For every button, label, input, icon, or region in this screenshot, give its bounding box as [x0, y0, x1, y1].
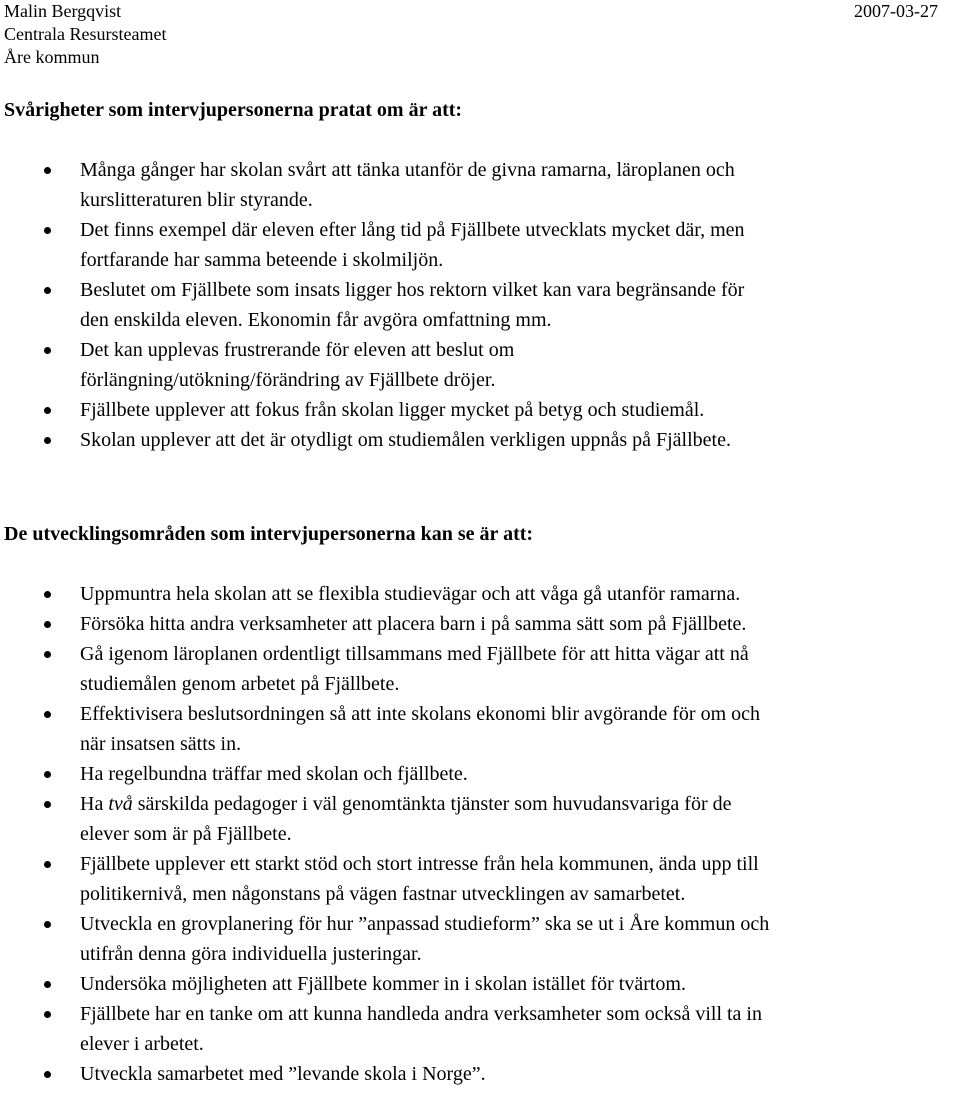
- list-item-line: den enskilda eleven. Ekonomin får avgöra omfattning mm.: [80, 309, 552, 331]
- header-team: Centrala Resursteamet: [4, 24, 167, 44]
- bullet-icon: [44, 347, 51, 354]
- list-item-line: utifrån denna göra individuella justeringar.: [80, 943, 422, 965]
- section-heading-development-areas: De utvecklingsområden som intervjupersonerna kan se är att:: [4, 523, 534, 545]
- list-item: [0, 609, 960, 639]
- emphasized-word: två: [108, 793, 133, 815]
- bullet-icon: [44, 771, 51, 778]
- bullet-icon: [44, 287, 51, 294]
- list-item-line: Fjällbete upplever ett starkt stöd och stort intresse från hela kommunen, ända upp till: [80, 853, 759, 875]
- list-item-line: Fjällbete upplever att fokus från skolan ligger mycket på betyg och studiemål.: [80, 399, 705, 421]
- bullet-icon: [44, 1071, 51, 1078]
- bullet-icon: [44, 621, 51, 628]
- bullet-icon: [44, 801, 51, 808]
- bullet-icon: [44, 407, 51, 414]
- list-item-line: Effektivisera beslutsordningen så att inte skolans ekonomi blir avgörande för om och: [80, 703, 761, 725]
- text-segment: särskilda pedagoger i väl genomtänkta tjänster som huvudansvariga för de: [132, 793, 732, 815]
- list-item-line: Ha regelbundna träffar med skolan och fjällbete.: [80, 763, 468, 785]
- bullet-icon: [44, 651, 51, 658]
- list-item: [0, 215, 960, 275]
- list-item: [0, 395, 960, 425]
- list-item: [0, 969, 960, 999]
- list-item: [0, 639, 960, 699]
- list-item-line: Försöka hitta andra verksamheter att placera barn i på samma sätt som på Fjällbete.: [80, 613, 747, 635]
- list-item-line: studiemålen genom arbetet på Fjällbete.: [80, 673, 400, 695]
- bullet-icon: [44, 227, 51, 234]
- development-areas-list: [0, 579, 960, 1089]
- list-item-line: Utveckla en grovplanering för hur ”anpassad studieform” ska se ut i Åre kommun och: [80, 913, 770, 935]
- list-item: [0, 999, 960, 1059]
- text-segment: Ha: [80, 793, 109, 815]
- bullet-icon: [44, 437, 51, 444]
- list-item-line: Skolan upplever att det är otydligt om studiemålen verkligen uppnås på Fjällbete.: [80, 429, 731, 451]
- list-item: [0, 425, 960, 455]
- list-item-line: Det finns exempel där eleven efter lång tid på Fjällbete utvecklats mycket där, men: [80, 219, 745, 241]
- list-item: [0, 789, 960, 849]
- list-item: [0, 155, 960, 215]
- bullet-icon: [44, 591, 51, 598]
- bullet-icon: [44, 981, 51, 988]
- list-item-line: [80, 789, 960, 819]
- list-item: [0, 759, 960, 789]
- list-item-line: politikernivå, men någonstans på vägen fastnar utvecklingen av samarbetet.: [80, 883, 686, 905]
- list-item-line: Undersöka möjligheten att Fjällbete kommer in i skolan istället för tvärtom.: [80, 973, 686, 995]
- bullet-icon: [44, 921, 51, 928]
- list-item: [0, 579, 960, 609]
- list-item-line: Uppmuntra hela skolan att se flexibla studievägar och att våga gå utanför ramarna.: [80, 583, 741, 605]
- header-municipality: Åre kommun: [4, 47, 100, 67]
- list-item-line: Fjällbete har en tanke om att kunna handleda andra verksamheter som också vill ta in: [80, 1003, 762, 1025]
- list-item: [0, 1059, 960, 1089]
- list-item: [0, 909, 960, 969]
- list-item-line: Beslutet om Fjällbete som insats ligger hos rektorn vilket kan vara begränsande för: [80, 279, 745, 301]
- bullet-icon: [44, 861, 51, 868]
- list-item-line: elever i arbetet.: [80, 1033, 204, 1055]
- list-item-line: Utveckla samarbetet med ”levande skola i Norge”.: [80, 1063, 486, 1085]
- list-item-line: kurslitteraturen blir styrande.: [80, 189, 313, 211]
- list-item-line: när insatsen sätts in.: [80, 733, 242, 755]
- bullet-icon: [44, 167, 51, 174]
- list-item-line: elever som är på Fjällbete.: [80, 823, 292, 845]
- list-item: [0, 275, 960, 335]
- difficulties-list: [0, 155, 960, 455]
- list-item-line: Det kan upplevas frustrerande för eleven att beslut om: [80, 339, 515, 361]
- list-item: [0, 335, 960, 395]
- header-date: 2007-03-27: [854, 1, 938, 21]
- list-item-line: Många gånger har skolan svårt att tänka utanför de givna ramarna, läroplanen och: [80, 159, 735, 181]
- list-item: [0, 849, 960, 909]
- list-item-line: fortfarande har samma beteende i skolmiljön.: [80, 249, 444, 271]
- list-item-line: Gå igenom läroplanen ordentligt tillsammans med Fjällbete för att hitta vägar att nå: [80, 643, 749, 665]
- section-heading-difficulties: Svårigheter som intervjupersonerna pratat om är att:: [4, 99, 463, 121]
- bullet-icon: [44, 711, 51, 718]
- list-item: [0, 699, 960, 759]
- list-item-line: förlängning/utökning/förändring av Fjällbete dröjer.: [80, 369, 496, 391]
- bullet-icon: [44, 1011, 51, 1018]
- header-author: Malin Bergqvist: [4, 1, 122, 21]
- page-header: [4, 0, 938, 69]
